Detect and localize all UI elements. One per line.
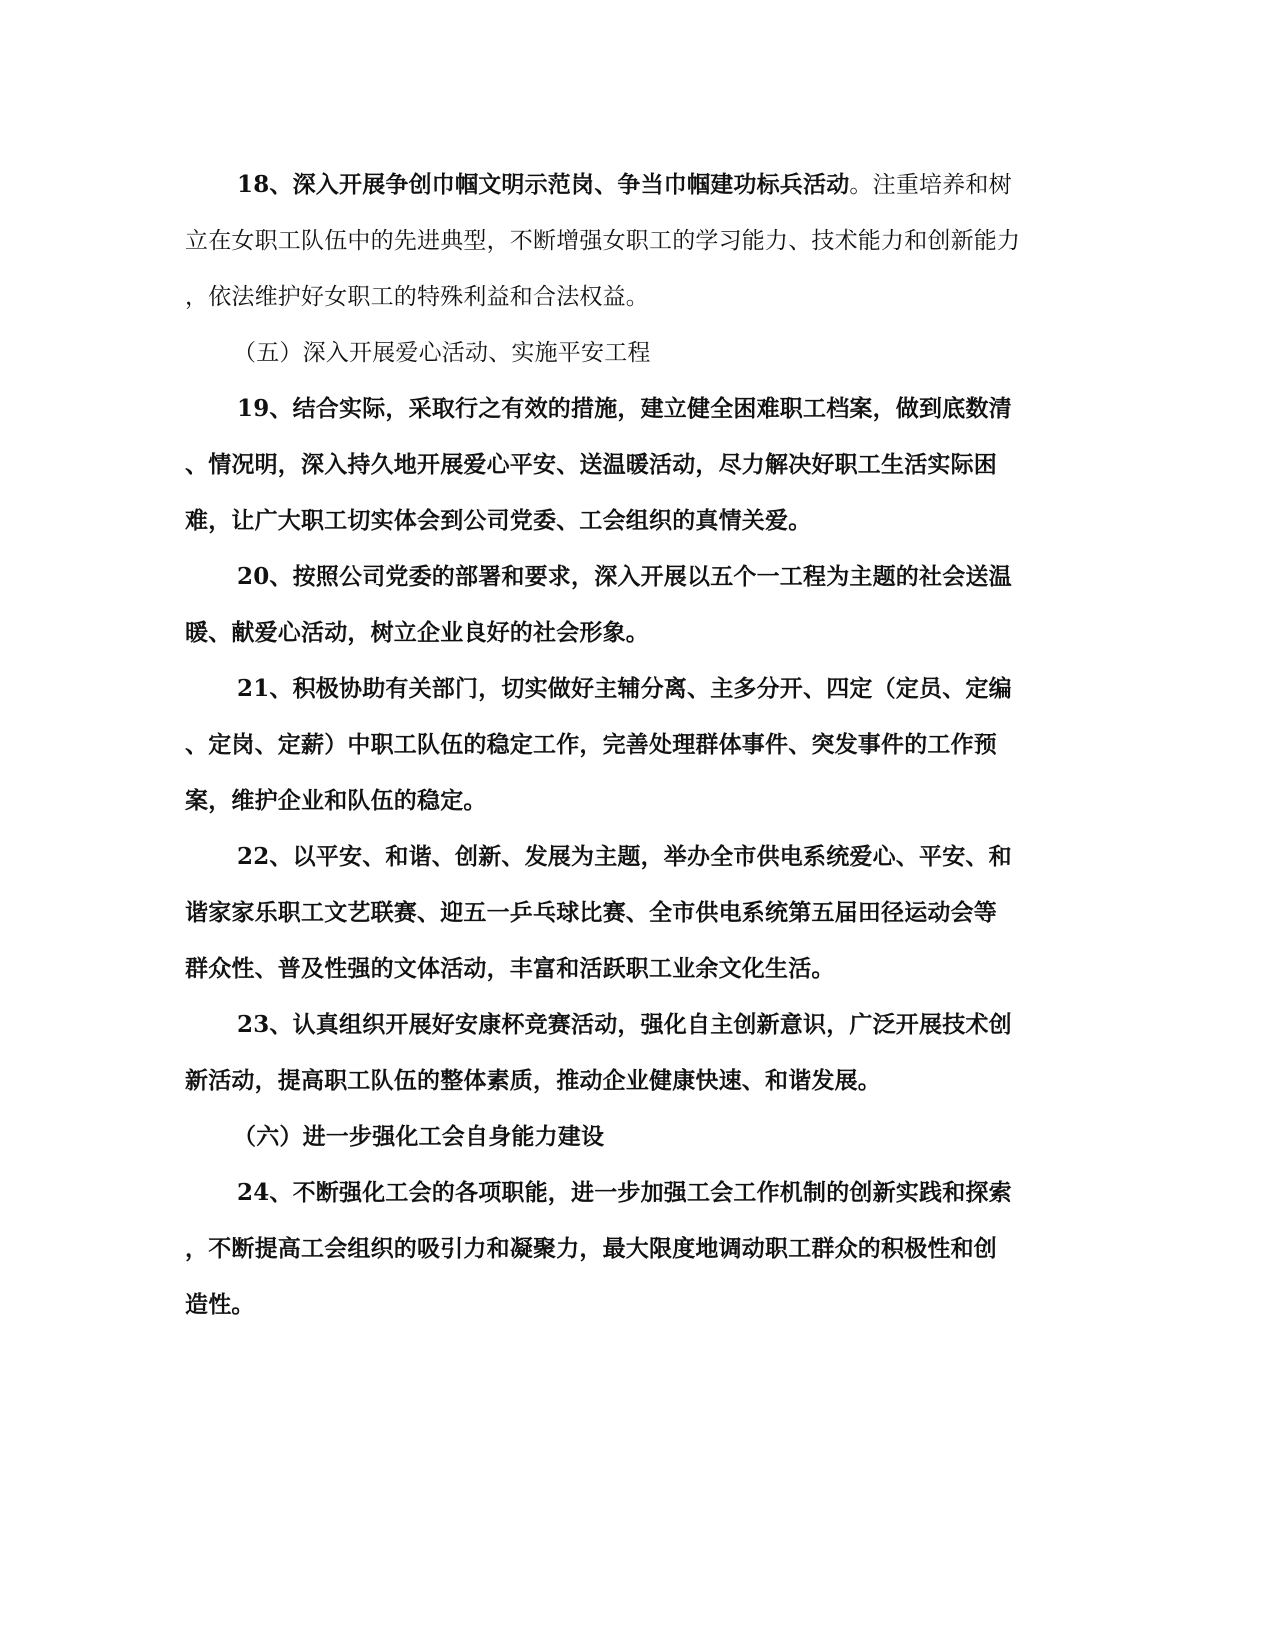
paragraph-21-text-3: 案，维护企业和队伍的稳定。 xyxy=(185,787,487,814)
paragraph-22-text-3: 群众性、普及性强的文体活动，丰富和活跃职工业余文化生活。 xyxy=(185,955,835,982)
section-6-heading xyxy=(233,1117,604,1157)
paragraph-20-text-1: 20、按照公司党委的部署和要求，深入开展以五个一工程为主题的社会送温 xyxy=(237,563,1012,590)
paragraph-19-line-1 xyxy=(237,389,1012,429)
paragraph-21-line-1 xyxy=(237,669,1012,709)
paragraph-24-text-3: 造性。 xyxy=(185,1291,255,1318)
paragraph-24-line-3 xyxy=(185,1285,255,1325)
paragraph-19-text-3: 难，让广大职工切实体会到公司党委、工会组织的真情关爱。 xyxy=(185,507,812,534)
paragraph-21-text-1: 21、积极协助有关部门，切实做好主辅分离、主多分开、四定（定员、定编 xyxy=(237,675,1012,702)
paragraph-21-line-3 xyxy=(185,781,487,821)
paragraph-20-line-2 xyxy=(185,613,649,653)
paragraph-18-text-2: 立在女职工队伍中的先进典型，不断增强女职工的学习能力、技术能力和创新能力 xyxy=(185,228,1021,254)
paragraph-18-line-3 xyxy=(185,277,649,317)
section-5-heading-text: （五）深入开展爱心活动、实施平安工程 xyxy=(233,340,651,366)
paragraph-20-text-2: 暖、献爱心活动，树立企业良好的社会形象。 xyxy=(185,619,649,646)
paragraph-22-line-3 xyxy=(185,949,835,989)
section-5-heading xyxy=(233,333,651,373)
paragraph-22-line-1 xyxy=(237,837,1012,877)
paragraph-24-line-2 xyxy=(185,1229,997,1269)
paragraph-19-line-2 xyxy=(185,445,997,485)
paragraph-19-line-3 xyxy=(185,501,811,541)
paragraph-19-text-1: 19、结合实际，采取行之有效的措施，建立健全困难职工档案，做到底数清 xyxy=(237,395,1012,422)
paragraph-24-line-1 xyxy=(237,1173,1012,1213)
paragraph-18-text-3: ，依法维护好女职工的特殊利益和合法权益。 xyxy=(185,284,649,310)
paragraph-21-line-2 xyxy=(185,725,997,765)
paragraph-22-text-2: 谐家家乐职工文艺联赛、迎五一乒乓球比赛、全市供电系统第五届田径运动会等 xyxy=(185,899,997,926)
paragraph-22-text-1: 22、以平安、和谐、创新、发展为主题，举办全市供电系统爱心、平安、和 xyxy=(237,843,1012,870)
paragraph-24-text-2: ，不断提高工会组织的吸引力和凝聚力，最大限度地调动职工群众的积极性和创 xyxy=(185,1235,997,1262)
section-6-heading-text: （六）进一步强化工会自身能力建设 xyxy=(233,1123,605,1150)
paragraph-22-line-2 xyxy=(185,893,997,933)
paragraph-23-text-1: 23、认真组织开展好安康杯竞赛活动，强化自主创新意识，广泛开展技术创 xyxy=(237,1011,1012,1038)
paragraph-23-line-1 xyxy=(237,1005,1012,1045)
paragraph-19-text-2: 、情况明，深入持久地开展爱心平安、送温暖活动，尽力解决好职工生活实际困 xyxy=(185,451,997,478)
paragraph-23-text-2: 新活动，提高职工队伍的整体素质，推动企业健康快速、和谐发展。 xyxy=(185,1067,881,1094)
paragraph-24-text-1: 24、不断强化工会的各项职能，进一步加强工会工作机制的创新实践和探索 xyxy=(237,1179,1012,1206)
paragraph-21-text-2: 、定岗、定薪）中职工队伍的稳定工作，完善处理群体事件、突发事件的工作预 xyxy=(185,731,997,758)
paragraph-20-line-1 xyxy=(237,557,1012,597)
paragraph-18-text: 。注重培养和树 xyxy=(849,172,1012,198)
paragraph-18-line-1 xyxy=(237,165,1012,205)
paragraph-18-heading: 18、深入开展争创巾帼文明示范岗、争当巾帼建功标兵活动 xyxy=(237,171,850,198)
paragraph-23-line-2 xyxy=(185,1061,881,1101)
paragraph-18-line-2 xyxy=(185,221,1020,261)
